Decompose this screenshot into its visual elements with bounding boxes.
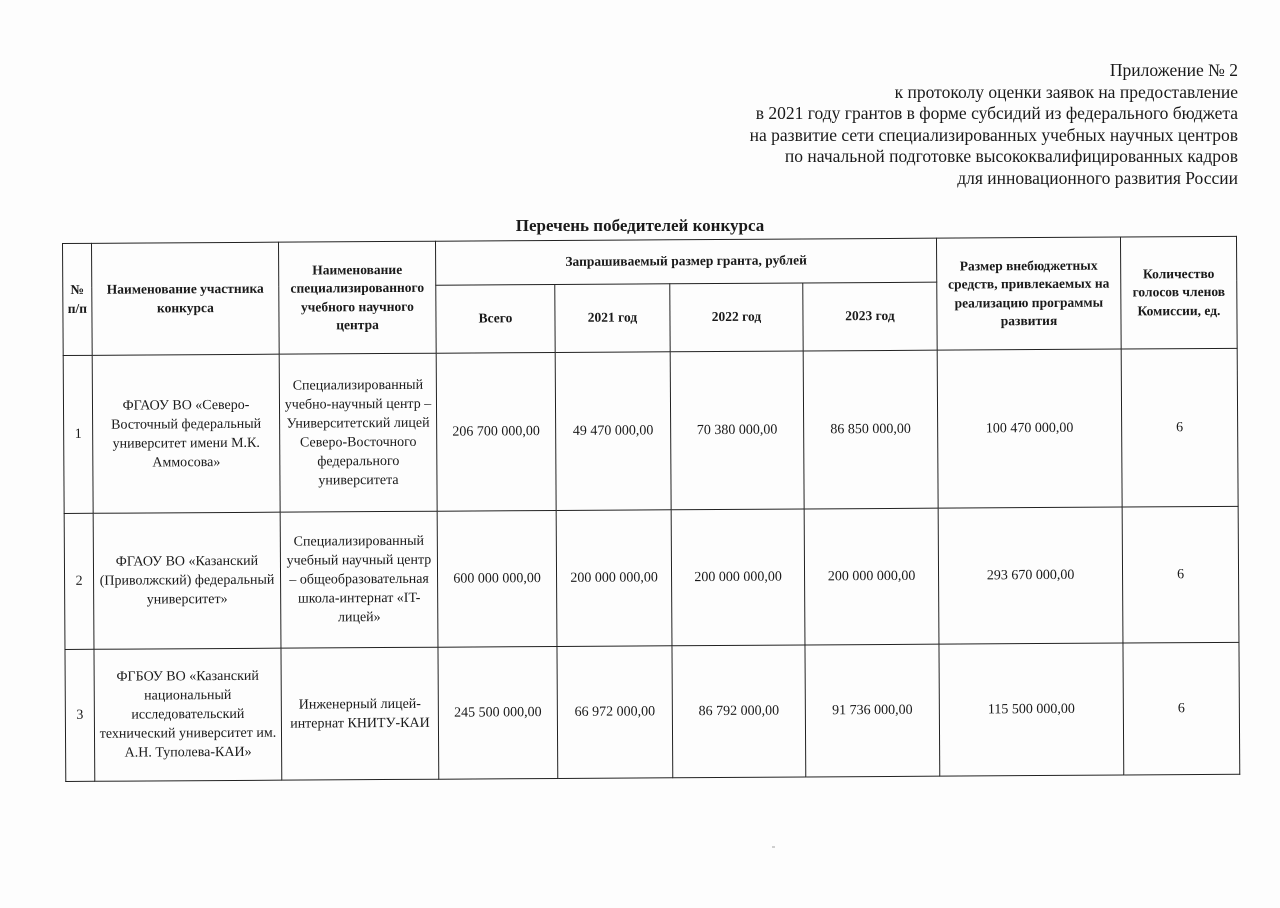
appendix-line: Приложение № 2 xyxy=(1109,60,1238,80)
header-grant-group: Запрашиваемый размер гранта, рублей xyxy=(435,238,936,285)
cell-participant: ФГАОУ ВО «Казанский (Приволжский) федеральный университет» xyxy=(93,512,281,649)
cell-num: 2 xyxy=(64,513,94,649)
cell-num: 3 xyxy=(65,649,95,781)
cell-extra-funds: 115 500 000,00 xyxy=(939,643,1124,776)
cell-votes: 6 xyxy=(1122,506,1239,643)
cell-extra-funds: 100 470 000,00 xyxy=(937,349,1122,508)
cell-participant: ФГБОУ ВО «Казанский национальный исследовательский технический университет им. А.Н. Туполева-КАИ» xyxy=(94,648,282,781)
appendix-line: по начальной подготовке высококвалифицированных кадров xyxy=(784,146,1238,166)
winners-table xyxy=(62,236,1240,782)
cell-total: 245 500 000,00 xyxy=(438,646,558,779)
cell-2021: 66 972 000,00 xyxy=(557,646,673,779)
header-num: № п/п xyxy=(63,243,93,355)
cell-num: 1 xyxy=(63,355,93,513)
cell-votes: 6 xyxy=(1121,348,1238,507)
cell-2022: 200 000 000,00 xyxy=(671,509,805,646)
cell-participant: ФГАОУ ВО «Северо-Восточный федеральный университет имени М.К. Аммосова» xyxy=(92,354,280,513)
header-2023: 2023 год xyxy=(803,282,937,351)
header-votes: Количество голосов членов Комиссии, ед. xyxy=(1120,236,1237,349)
table-row xyxy=(64,506,1239,649)
cell-extra-funds: 293 670 000,00 xyxy=(938,507,1123,644)
header-total: Всего xyxy=(436,284,555,353)
appendix-line: для инновационного развития России xyxy=(957,167,1238,188)
cell-total: 600 000 000,00 xyxy=(437,510,557,647)
scan-speck xyxy=(772,846,775,848)
cell-total: 206 700 000,00 xyxy=(436,352,556,511)
header-extra-funds: Размер внебюджетных средств, привлекаемых на реализацию программы развития xyxy=(936,237,1121,350)
header-2022: 2022 год xyxy=(670,283,803,352)
table-row xyxy=(63,348,1238,513)
cell-center: Инженерный лицей-интернат КНИТУ-КАИ xyxy=(281,647,439,780)
cell-2023: 200 000 000,00 xyxy=(804,508,939,645)
cell-votes: 6 xyxy=(1123,642,1240,775)
cell-2022: 86 792 000,00 xyxy=(672,645,806,778)
cell-center: Специализированный учебно-научный центр – Университетский лицей Северо-Восточного федерального университета xyxy=(279,353,437,512)
cell-2021: 49 470 000,00 xyxy=(555,352,671,511)
document-title: Перечень победителей конкурса xyxy=(515,216,765,235)
appendix-line: на развитие сети специализированных учебных научных центров xyxy=(749,124,1238,145)
table-row xyxy=(65,642,1240,781)
cell-2021: 200 000 000,00 xyxy=(556,510,672,647)
appendix-line: к протоколу оценки заявок на предоставление xyxy=(894,81,1238,102)
cell-2023: 86 850 000,00 xyxy=(803,350,938,509)
header-participant: Наименование участника конкурса xyxy=(92,242,280,355)
cell-2023: 91 736 000,00 xyxy=(805,644,940,777)
header-center: Наименование специализированного учебного научного центра xyxy=(278,241,436,354)
header-2021: 2021 год xyxy=(555,284,670,353)
appendix-header xyxy=(750,60,1238,189)
cell-2022: 70 380 000,00 xyxy=(670,351,804,510)
cell-center: Специализированный учебный научный центр – общеобразовательная школа-интернат «IT-лицей» xyxy=(280,511,438,648)
appendix-line: в 2021 году грантов в форме субсидий из федерального бюджета xyxy=(755,103,1238,123)
